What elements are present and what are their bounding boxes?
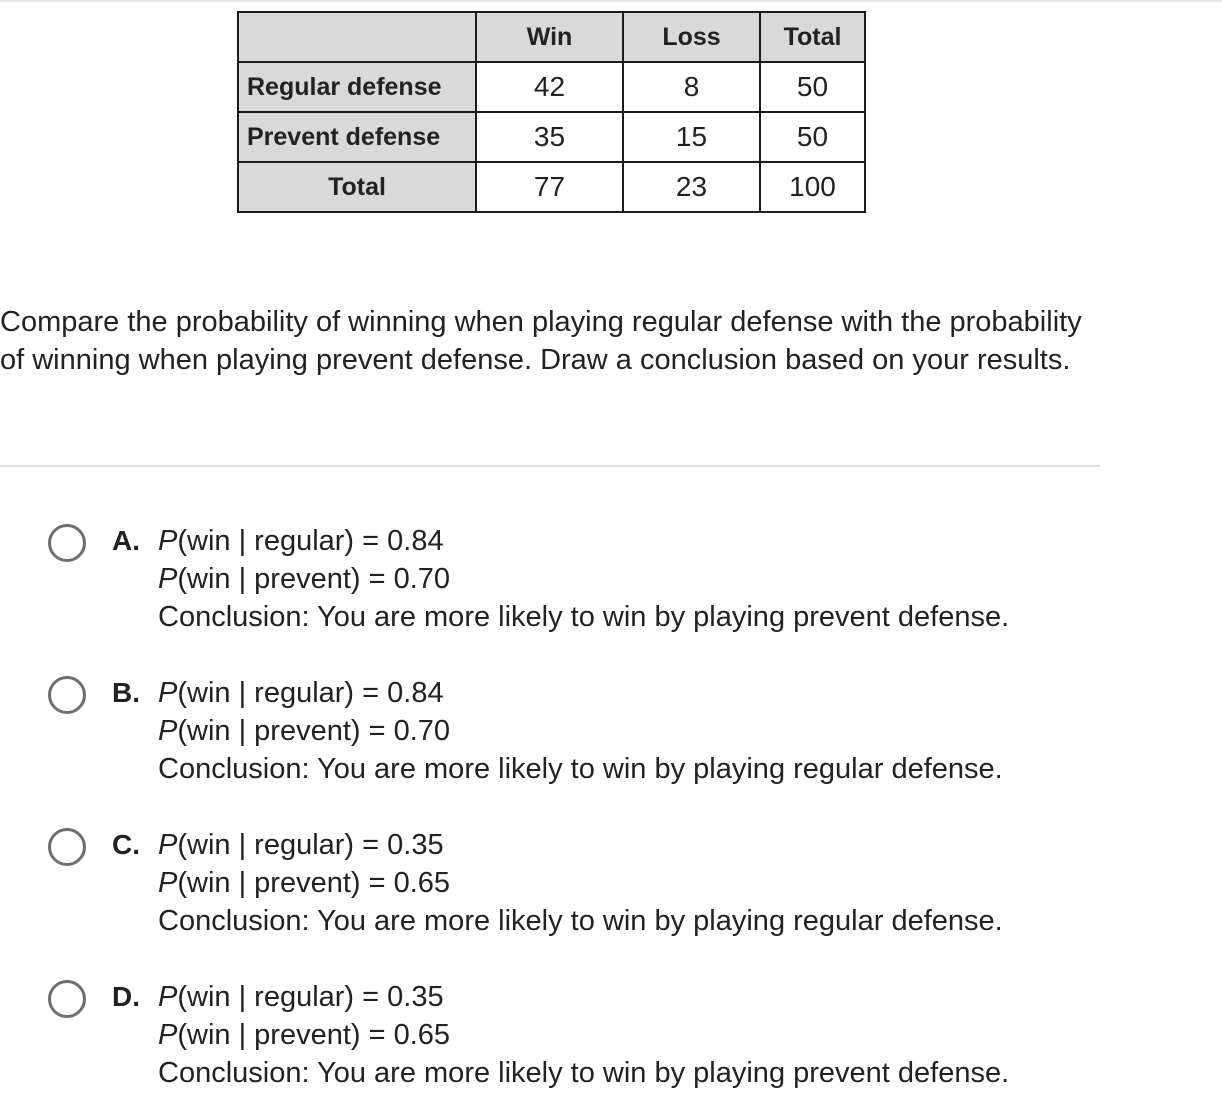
option-line-prevent: [158, 864, 1003, 902]
option-expression: (win | prevent) = 0.70: [177, 563, 451, 595]
probability-symbol: P: [158, 563, 178, 595]
cell-total-win: 77: [476, 162, 623, 212]
question-text: Compare the probability of winning when playing regular defense with the probability of winning when playing prevent defense. Draw a conclusion based on your results.: [0, 306, 1082, 376]
option-letter: A.: [112, 525, 140, 556]
table-row: [238, 112, 865, 162]
row-header-prevent-defense: Prevent defense: [238, 112, 476, 162]
option-expression: (win | regular) = 0.35: [177, 829, 444, 861]
section-divider: [0, 465, 1100, 467]
option-expression: (win | prevent) = 0.65: [177, 1019, 451, 1051]
option-content: [158, 522, 1009, 636]
probability-symbol: P: [158, 715, 178, 747]
option-line-prevent: [158, 560, 1009, 598]
radio-button-a[interactable]: [48, 524, 86, 562]
cell-prevent-loss: 15: [623, 112, 760, 162]
option-expression: (win | prevent) = 0.65: [177, 867, 451, 899]
cell-total-total: 100: [760, 162, 865, 212]
option-expression: (win | regular) = 0.35: [177, 981, 444, 1013]
column-header-win: Win: [476, 12, 623, 62]
row-header-total: Total: [238, 162, 476, 212]
option-expression: (win | regular) = 0.84: [177, 677, 444, 709]
probability-symbol: P: [158, 525, 178, 557]
radio-button-b[interactable]: [48, 676, 86, 714]
probability-symbol: P: [158, 829, 178, 861]
row-header-regular-defense: Regular defense: [238, 62, 476, 112]
option-conclusion: Conclusion: You are more likely to win by playing regular defense.: [158, 753, 1003, 785]
option-conclusion: Conclusion: You are more likely to win by playing prevent defense.: [158, 1057, 1010, 1089]
option-content: [158, 826, 1003, 940]
option-line-regular: [158, 674, 1003, 712]
cell-regular-loss: 8: [623, 62, 760, 112]
probability-symbol: P: [158, 981, 178, 1013]
answer-option-c[interactable]: [0, 826, 1222, 946]
option-letter: B.: [112, 677, 140, 708]
table-header-row: [238, 12, 865, 62]
option-expression: (win | regular) = 0.84: [177, 525, 444, 557]
probability-symbol: P: [158, 1019, 178, 1051]
radio-button-c[interactable]: [48, 828, 86, 866]
contingency-table: [237, 11, 866, 213]
option-line-prevent: [158, 1016, 1009, 1054]
table-corner-cell: [238, 12, 476, 62]
option-letter: C.: [112, 829, 140, 860]
table-row: [238, 162, 865, 212]
option-line-regular: [158, 522, 1009, 560]
cell-prevent-win: 35: [476, 112, 623, 162]
option-line-prevent: [158, 712, 1003, 750]
cell-total-loss: 23: [623, 162, 760, 212]
answer-option-a[interactable]: [0, 522, 1222, 642]
column-header-loss: Loss: [623, 12, 760, 62]
answer-option-d[interactable]: [0, 978, 1222, 1098]
option-content: [158, 674, 1003, 788]
option-line-regular: [158, 826, 1003, 864]
cell-prevent-total: 50: [760, 112, 865, 162]
option-line-regular: [158, 978, 1009, 1016]
answer-option-b[interactable]: [0, 674, 1222, 794]
option-conclusion: Conclusion: You are more likely to win by playing regular defense.: [158, 905, 1003, 937]
option-letter: D.: [112, 981, 140, 1012]
top-divider: [0, 0, 1222, 2]
option-expression: (win | prevent) = 0.70: [177, 715, 451, 747]
cell-regular-total: 50: [760, 62, 865, 112]
radio-button-d[interactable]: [48, 980, 86, 1018]
option-content: [158, 978, 1009, 1092]
option-conclusion: Conclusion: You are more likely to win by playing prevent defense.: [158, 601, 1010, 633]
cell-regular-win: 42: [476, 62, 623, 112]
column-header-total: Total: [760, 12, 865, 62]
probability-symbol: P: [158, 867, 178, 899]
table-row: [238, 62, 865, 112]
probability-symbol: P: [158, 677, 178, 709]
